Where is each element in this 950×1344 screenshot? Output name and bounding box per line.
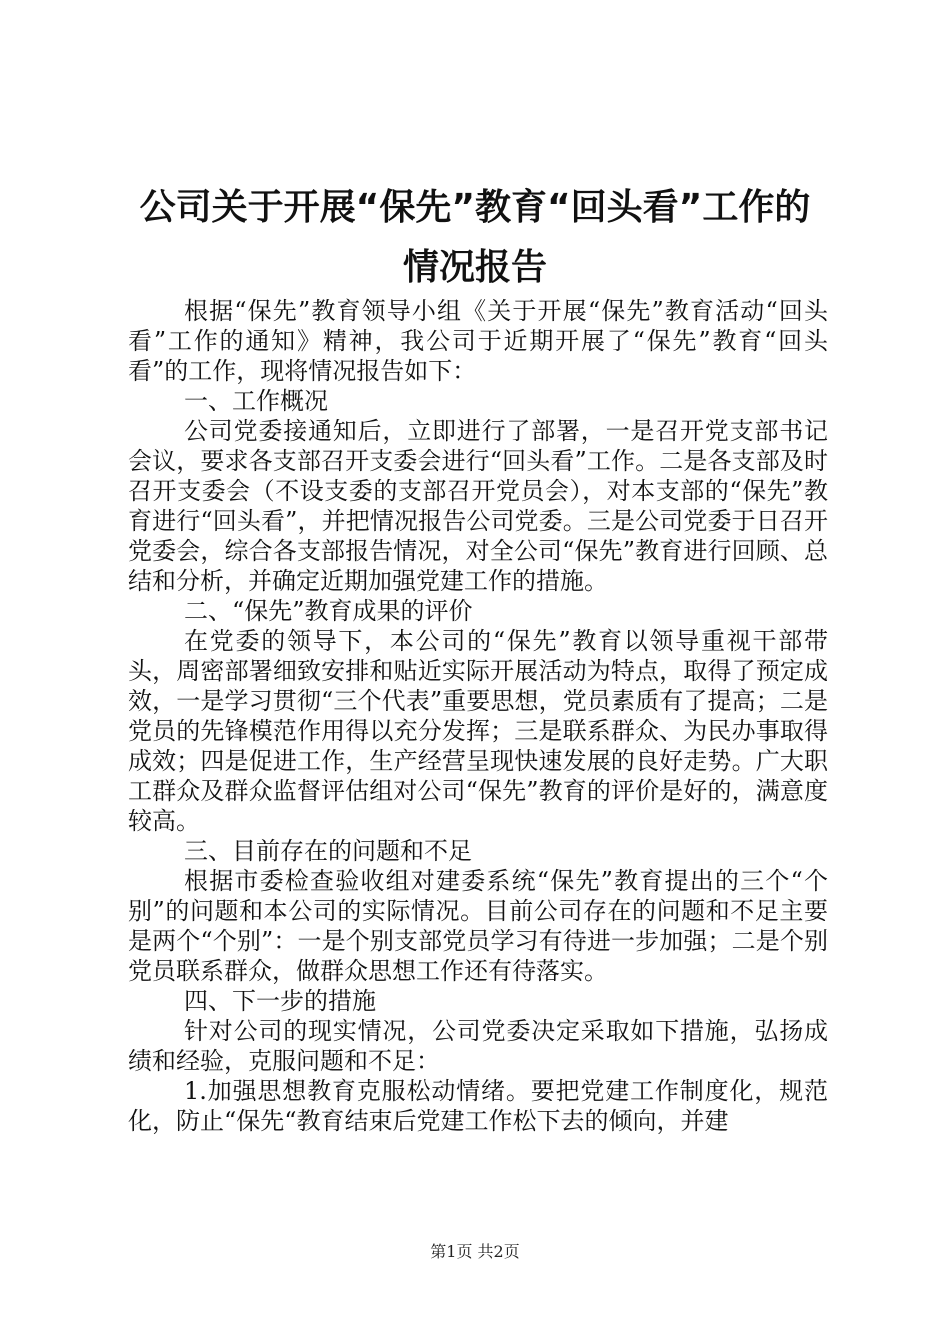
paragraph-overview: 公司党委接通知后，立即进行了部署，一是召开党支部书记会议，要求各支部召开支委会进行“回头看”工作。二是各支部及时召开支委会（不设支委的支部召开党员会），对本支部的“保先”教育进行“回头看”，并把情况报告公司党委。三是公司党委于日召开党委会，综合各支部报告情况，对全公司“保先”教育进行回顾、总结和分析，并确定近期加强党建工作的措施。 [128,417,828,595]
section-heading-overview: 一、工作概况 [184,387,328,415]
document-body [128,296,828,1136]
paragraph-measures: 针对公司的现实情况，公司党委决定采取如下措施，弘扬成绩和经验，克服问题和不足： [128,1017,828,1075]
paragraph-evaluation: 在党委的领导下，本公司的“保先”教育以领导重视干部带头，周密部署细致安排和贴近实际开展活动为特点，取得了预定成效，一是学习贯彻“三个代表”重要思想，党员素质有了提高；二是党员的先锋模范作用得以充分发挥；三是联系群众、为民办事取得成效；四是促进工作，生产经营呈现快速发展的良好走势。广大职工群众及群众监督评估组对公司“保先”教育的评价是好的，满意度较高。 [128,627,828,835]
paragraph-problems: 根据市委检查验收组对建委系统“保先”教育提出的三个“个别”的问题和本公司的实际情况。目前公司存在的问题和不足主要是两个“个别”：一是个别支部党员学习有待进一步加强；二是个别党员联系群众，做群众思想工作还有待落实。 [128,867,828,985]
document-title-line-1: 公司关于开展“保先”教育“回头看”工作的 [139,187,811,228]
page-footer: 第1页 共2页 [430,1242,520,1261]
section-heading-problems: 三、目前存在的问题和不足 [184,837,472,865]
document-title-line-2: 情况报告 [402,247,547,288]
section-heading-measures: 四、下一步的措施 [184,987,376,1015]
section-heading-evaluation: 二、“保先”教育成果的评价 [184,597,473,625]
paragraph-measure-1: 1.加强思想教育克服松动情绪。要把党建工作制度化，规范化，防止“保先“教育结束后党建工作松下去的倾向，并建 [128,1077,828,1135]
paragraph-intro: 根据“保先”教育领导小组《关于开展“保先”教育活动“回头看”工作的通知》精神，我公司于近期开展了“保先”教育“回头看”的工作，现将情况报告如下： [128,297,828,385]
